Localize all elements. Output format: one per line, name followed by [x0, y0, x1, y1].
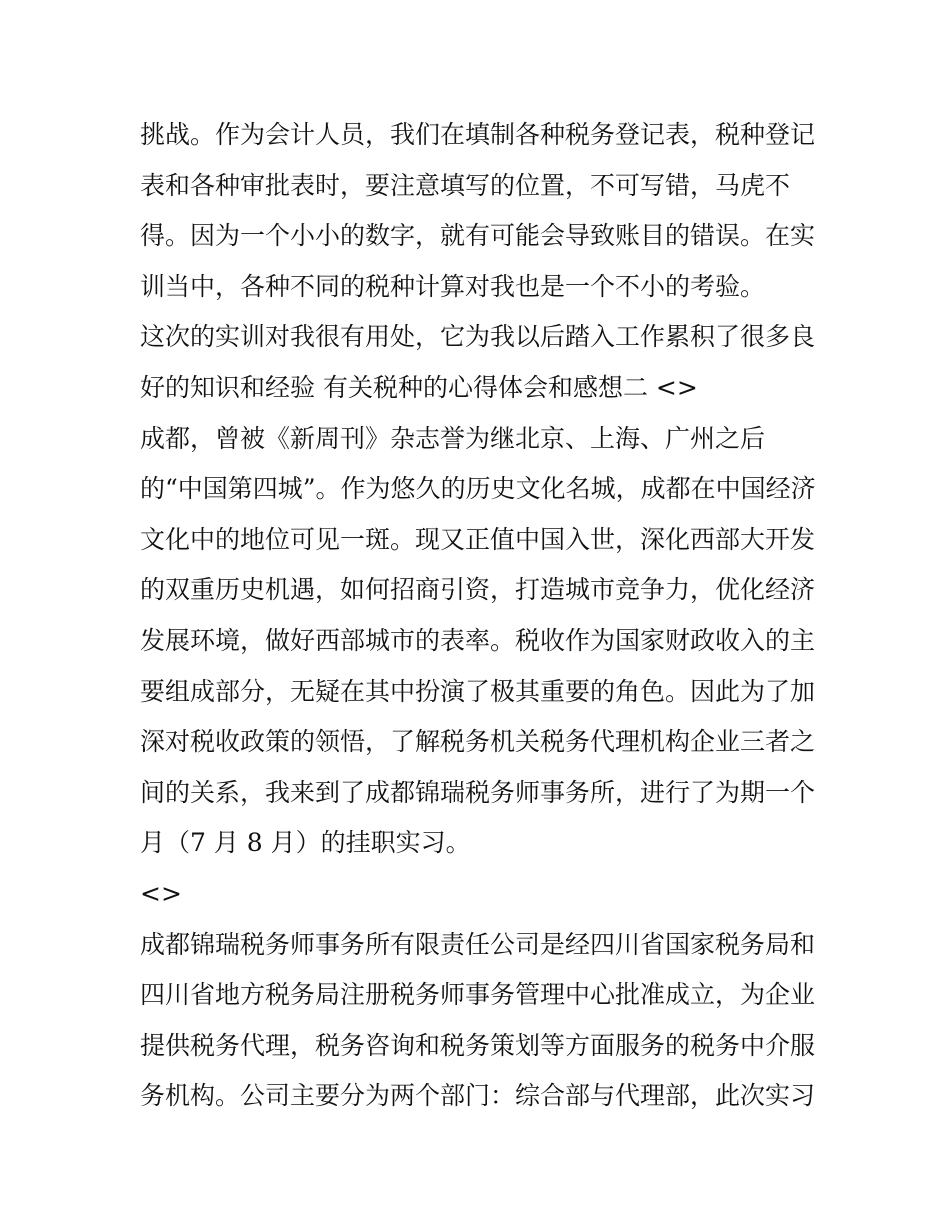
- text-line: 好的知识和经验 有关税种的心得体会和感想二 <>: [140, 372, 698, 402]
- text-line: 四川省地方税务局注册税务师事务管理中心批准成立，为企业: [140, 980, 816, 1010]
- text-line: 提供税务代理，税务咨询和税务策划等方面服务的税务中介服: [140, 1030, 816, 1060]
- text-line: 务机构。公司主要分为两个部门：综合部与代理部，此次实习: [140, 1081, 816, 1111]
- text-line: 文化中的地位可见一斑。现又正值中国入世，深化西部大开发: [140, 524, 816, 554]
- text-line: 深对税收政策的领悟，了解税务机关税务代理机构企业三者之: [140, 727, 816, 757]
- text-line: 月（7 月 8 月）的挂职实习。: [140, 828, 471, 858]
- text-line: 挑战。作为会计人员，我们在填制各种税务登记表，税种登记: [140, 120, 816, 149]
- text-line: 要组成部分，无疑在其中扮演了极其重要的角色。因此为了加: [140, 676, 816, 706]
- document-text-body: [140, 110, 830, 1122]
- text-line: 成都锦瑞税务师事务所有限责任公司是经四川省国家税务局和: [140, 929, 816, 959]
- text-line: 的“中国第四城”。作为悠久的历史文化名城，成都在中国经济: [140, 474, 816, 504]
- text-line: 发展环境，做好西部城市的表率。税收作为国家财政收入的主: [140, 625, 816, 655]
- text-line: 成都，曾被《新周刊》杂志誉为继北京、上海、广州之后: [140, 423, 766, 453]
- text-line: 间的关系，我来到了成都锦瑞税务师事务所，进行了为期一个: [140, 777, 816, 807]
- text-line: 得。因为一个小小的数字，就有可能会导致账目的错误。在实: [140, 221, 816, 251]
- text-line: 这次的实训对我很有用处，它为我以后踏入工作累积了很多良: [140, 322, 816, 352]
- text-line: 表和各种审批表时，要注意填写的位置，不可写错，马虎不: [140, 170, 791, 200]
- text-line: <>: [140, 878, 182, 908]
- text-line: 训当中，各种不同的税种计算对我也是一个不小的考验。: [140, 271, 766, 301]
- text-line: 的双重历史机遇，如何招商引资，打造城市竞争力，优化经济: [140, 575, 816, 605]
